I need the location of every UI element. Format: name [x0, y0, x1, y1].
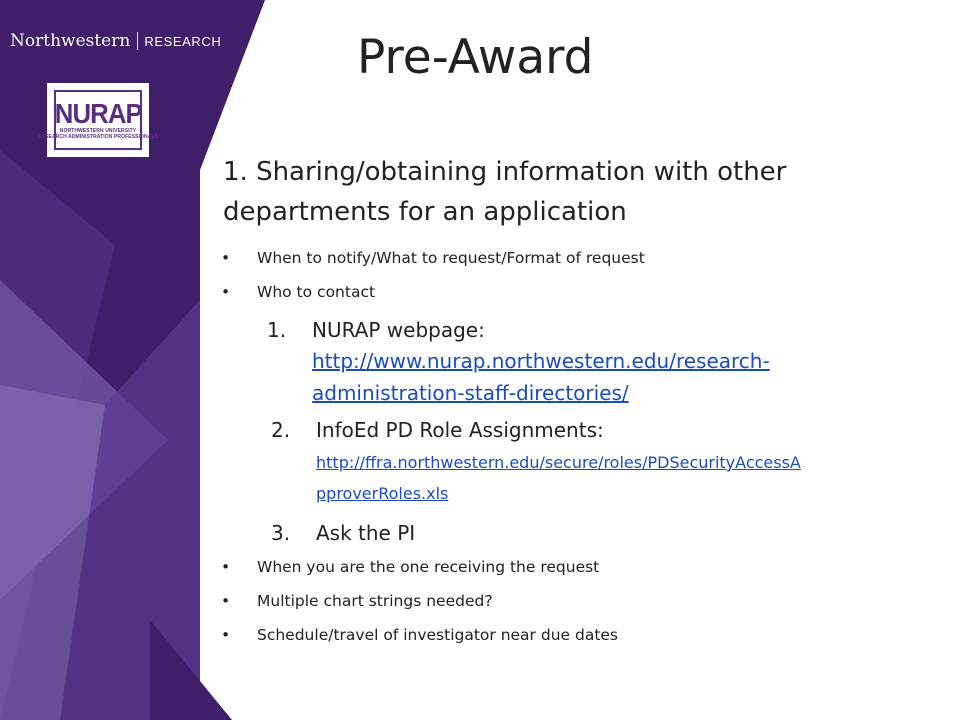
- brand-header: [10, 31, 221, 51]
- brand-divider: [137, 32, 138, 50]
- bullet-text: When you are the one receiving the request: [257, 558, 600, 576]
- item-label: NURAP webpage:: [312, 318, 485, 342]
- bullet-dot-icon: •: [221, 249, 231, 267]
- item-label: InfoEd PD Role Assignments:: [316, 418, 604, 442]
- item-number: 3.: [271, 521, 291, 545]
- section-heading: 1. Sharing/obtaining information with other departments for an application: [223, 157, 787, 227]
- nurap-webpage-link-line2[interactable]: administration-staff-directories/: [312, 381, 629, 405]
- brand-name: Northwestern: [10, 31, 131, 51]
- item-label: Ask the PI: [316, 521, 416, 545]
- bullet-text: Schedule/travel of investigator near due dates: [257, 626, 619, 644]
- nurap-logo-line1: NORTHWESTERN UNIVERSITY: [59, 128, 137, 134]
- bullet-dot-icon: •: [221, 626, 231, 644]
- bullet-dot-icon: •: [221, 558, 231, 576]
- infoed-roles-link-line2[interactable]: pproverRoles.xls: [316, 484, 449, 503]
- bullet-dot-icon: •: [221, 592, 231, 610]
- bullet-text: Who to contact: [257, 283, 376, 301]
- item-number: 1.: [267, 318, 287, 342]
- slide-title: Pre-Award: [357, 30, 594, 85]
- nurap-webpage-link-line1[interactable]: http://www.nurap.northwestern.edu/research-: [312, 349, 770, 373]
- nurap-logo: [37, 83, 159, 157]
- nurap-logo-frame: [37, 90, 159, 150]
- item-number: 2.: [271, 418, 291, 442]
- bullet-text: Multiple chart strings needed?: [257, 592, 493, 610]
- bullet-text: When to notify/What to request/Format of request: [257, 249, 645, 267]
- nurap-logo-wordmark: NURAP: [54, 98, 142, 129]
- brand-unit: RESEARCH: [144, 33, 222, 49]
- infoed-roles-link-line1[interactable]: http://ffra.northwestern.edu/secure/roles/PDSecurityAccessA: [316, 453, 801, 472]
- nurap-logo-line2: RESEARCH ADMINISTRATION PROFESSIONALS: [37, 134, 159, 140]
- bullet-dot-icon: •: [221, 283, 231, 301]
